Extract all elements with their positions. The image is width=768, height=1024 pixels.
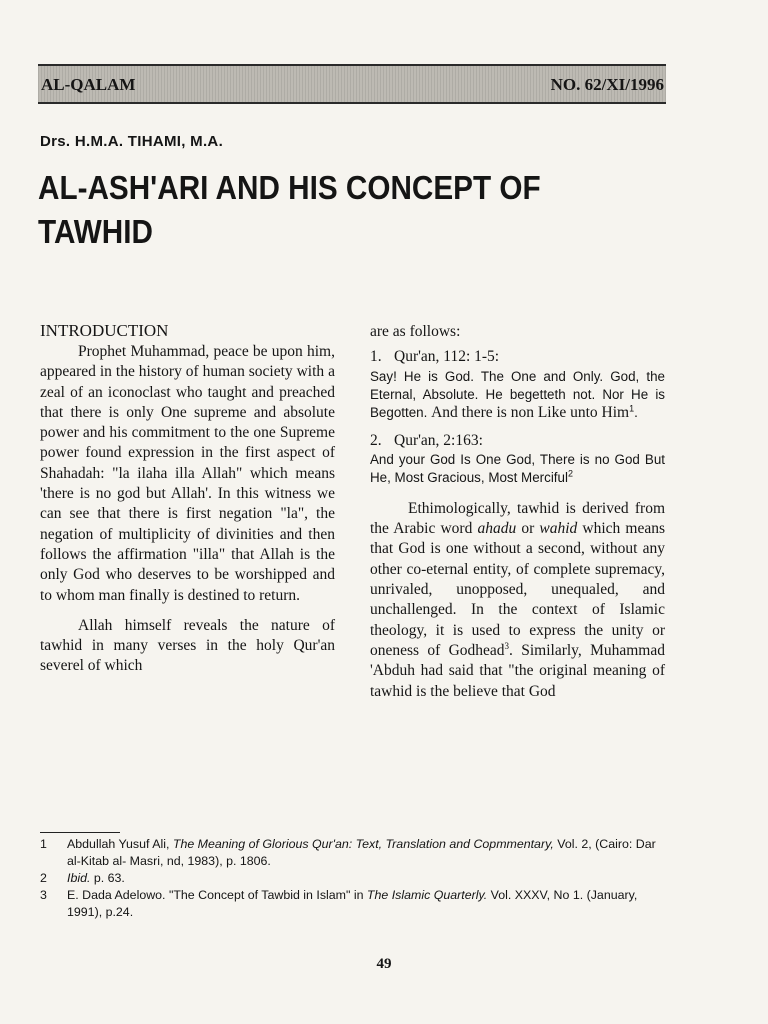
page-number: 49 [376,956,392,972]
footnote: 2 Ibid. p. 63. [40,871,125,885]
footnotes [40,836,668,921]
quran-reference: Qur'an, 2:163: [394,431,483,449]
list-item [370,347,665,421]
list-number: 2. [370,431,382,449]
footnote: 3 E. Dada Adelowo. "The Concept of Tawbid in Islam" in The Islamic Quarterly. Vol. XXXV, No 1. (January, 1991), p.24. [40,888,638,919]
footnote-number: 1 [40,837,47,851]
right-column [370,322,665,702]
footnote-ref: 3 [504,640,510,651]
list-item [370,431,665,487]
journal-header-bar [38,64,666,104]
arabic-term: wahid [539,520,578,538]
journal-name: AL-QALAM [41,75,136,94]
left-column [40,320,335,677]
list-intro: are as follows: [370,323,461,340]
footnote-number: 2 [40,871,47,885]
article-title [38,166,541,254]
footnote-number: 3 [40,888,47,902]
title-line-2: TAWHID [38,213,153,250]
quran-reference: Qur'an, 112: 1-5: [394,348,500,366]
footnote: 1 Abdullah Yusuf Ali, The Meaning of Glorious Qur'an: Text, Translation and Copmmentary, Vol. 2, (Cairo: Dar al-Kitab al- Masri, nd, 1983), p. 1806. [40,837,656,868]
footnote-ref: 1 [629,403,635,414]
footnote-ref: 2 [567,468,573,479]
quran-quote: Say! He is God. The One and Only. God, the Eternal, Absolute. He begetteth not. Nor He is Begotten. And there is non Like unto Him$^1$. [370,368,665,421]
quran-quote: And your God Is One God, There is no God But He, Most Gracious, Most Merciful$^2$ [370,451,665,485]
arabic-term: ahadu [477,520,517,538]
issue-number: NO. 62/XI/1996 [550,75,664,94]
paragraph-introduction: Prophet Muhammad, peace be upon him, appeared in the history of human society with a zeal of an iconoclast who taught and preached that there is only One supreme and absolute power and his commitment to the one Supreme power found expression in the first aspect of Shahadah: "la ilaha illa Allah" which means 'there is no god but Allah'. In this witness we can see that there is first negation "la", the negation of multiplicity of divinities and then follows the affirmation "illa" that Allah is the only God who deserves to be worshipped and to whom man finally is destined to return. [40,343,335,604]
footnote-divider [40,832,120,833]
section-heading-introduction: INTRODUCTION [40,321,169,340]
paragraph-etymology: Ethimologically, tawhid is derived from the Arabic word ahadu or wahid which means that God is one without a second, without any other co-eternal entity, of complete supremacy, unrivaled, unopposed, unequaled, and unchallenged. In the context of Islamic theology, it is used to express the unity or oneness of Godhead$^3$. Similarly, Muhammad 'Abduh had said that "the original meaning of tawhid is the believe that God [370,499,666,700]
title-line-1: AL-ASH'ARI AND HIS CONCEPT OF [38,169,541,206]
quote-end: And there is non Like unto Him [431,403,630,421]
paragraph-tawhid-verses: Allah himself reveals the nature of tawhid in many verses in the holy Qur'an severel of which [40,616,335,675]
author-name: Drs. H.M.A. TIHAMI, M.A. [40,133,224,150]
list-number: 1. [370,348,382,366]
